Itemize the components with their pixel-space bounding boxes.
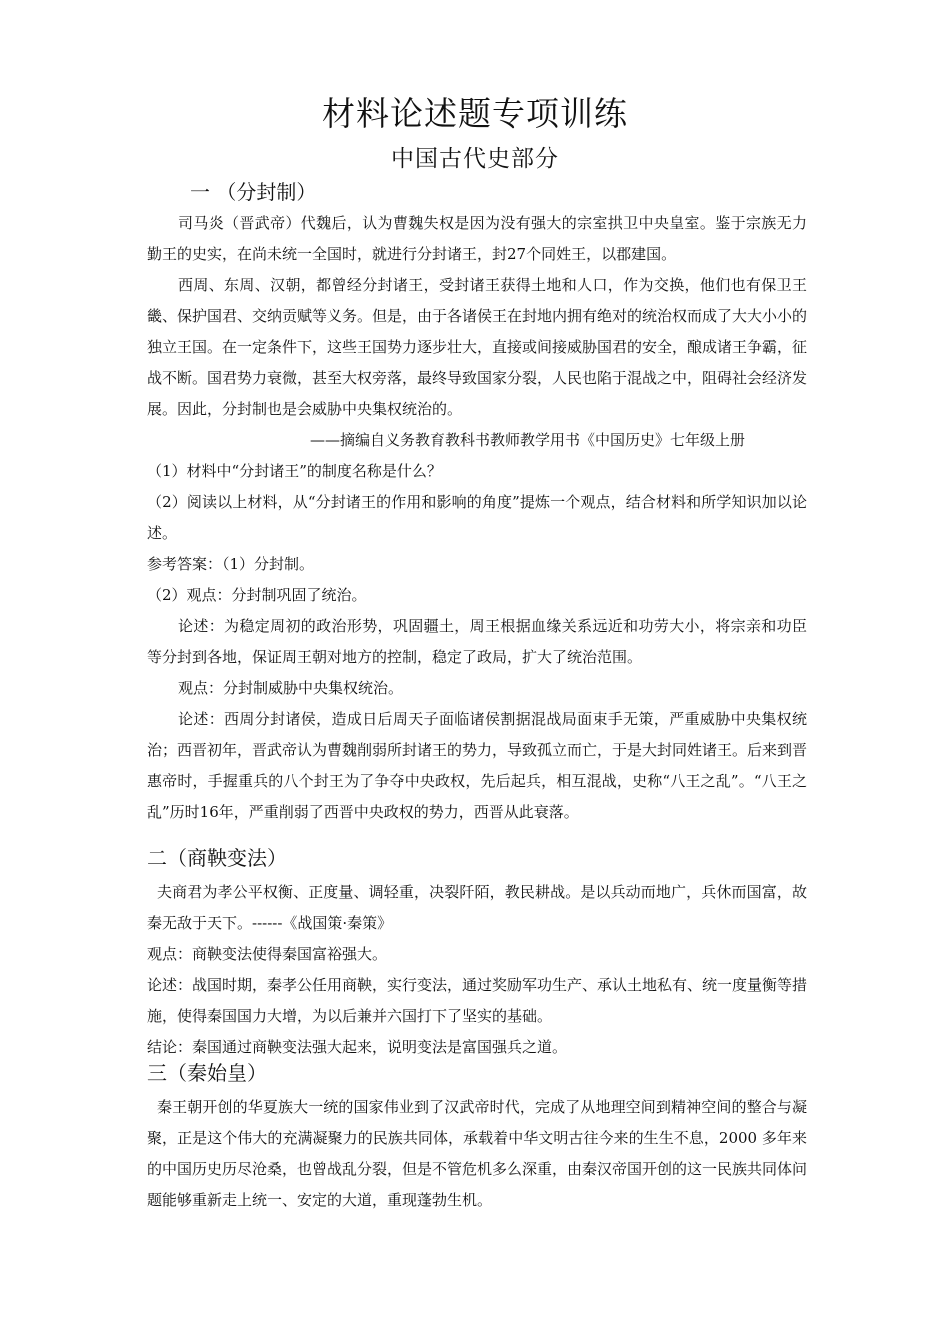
shangyang-material: 夫商君为孝公平权衡、正度量、调轻重，决裂阡陌，教民耕战。是以兵动而地广，兵休而国富，故秦无敌于天下。------《战国策·秦策》 bbox=[147, 883, 807, 932]
section-heading-1: 一 （分封制） bbox=[190, 180, 317, 204]
section-heading-3: 三（秦始皇） bbox=[147, 1061, 267, 1085]
answer-2: （2）观点：分封制巩固了统治。 bbox=[147, 586, 367, 604]
page-title: 材料论述题专项训练 bbox=[322, 94, 628, 133]
question-2: （2）阅读以上材料，从“分封诸王的作用和影响的角度”提炼一个观点，结合材料和所学知识加以论述。 bbox=[147, 493, 807, 542]
shangyang-conclusion: 结论：秦国通过商鞅变法强大起来，说明变法是富国强兵之道。 bbox=[147, 1038, 568, 1056]
question-1: （1）材料中“分封诸王”的制度名称是什么？ bbox=[147, 462, 442, 480]
shangyang-argument: 论述：战国时期，秦孝公任用商鞅，实行变法，通过奖励军功生产、承认土地私有、统一度量衡等措施，使得秦国国力大增，为以后兼并六国打下了坚实的基础。 bbox=[147, 976, 808, 1025]
shangyang-view: 观点：商鞅变法使得秦国富裕强大。 bbox=[147, 945, 388, 963]
material-paragraph-1: 司马炎（晋武帝）代魏后，认为曹魏失权是因为没有强大的宗室拱卫中央皇室。鉴于宗族无力勤王的史实，在尚未统一全国时，就进行分封诸王，封27个同姓王，以郡建国。 bbox=[147, 214, 807, 263]
qinshihuang-material: 秦王朝开创的华夏族大一统的国家伟业到了汉武帝时代，完成了从地理空间到精神空间的整合与凝聚，正是这个伟大的充满凝聚力的民族共同体，承载着中华文明古往今来的生生不息，2000 多年来的中国历史历尽沧桑，也曾战乱分裂，但是不管危机多么深重，由秦汉帝国开创的这一民族共同体问题能够重新走上统一、安定的大道，重现蓬勃生机。 bbox=[147, 1098, 808, 1209]
material-paragraph-2: 西周、东周、汉朝，都曾经分封诸王，受封诸王获得土地和人口，作为交换，他们也有保卫王畿、保护国君、交纳贡赋等义务。但是，由于各诸侯王在封地内拥有绝对的统治权而成了大大小小的独立王国。在一定条件下，这些王国势力逐步壮大，直接或间接威胁国君的安全，酿成诸王争霸，征战不断。国君势力衰微，甚至大权旁落，最终导致国家分裂，人民也陷于混战之中，阻碍社会经济发展。因此，分封制也是会威胁中央集权统治的。 bbox=[147, 276, 808, 418]
argument-2: 论述：西周分封诸侯，造成日后周天子面临诸侯割据混战局面束手无策，严重威胁中央集权统治；西晋初年，晋武帝认为曹魏削弱所封诸王的势力，导致孤立而亡，于是大封同姓诸王。后来到晋惠帝时，手握重兵的八个封王为了争夺中央政权，先后起兵，相互混战，史称“八王之乱”。“八王之乱”历时16年，严重削弱了西晋中央政权的势力，西晋从此衰落。 bbox=[147, 710, 808, 821]
argument-1: 论述：为稳定周初的政治形势，巩固疆土，周王根据血缘关系远近和功劳大小，将宗亲和功臣等分封到各地，保证周王朝对地方的控制，稳定了政局，扩大了统治范围。 bbox=[147, 617, 807, 666]
view-2: 观点：分封制威胁中央集权统治。 bbox=[178, 679, 404, 697]
answer-1: 参考答案：（1）分封制。 bbox=[147, 555, 315, 573]
page-subtitle: 中国古代史部分 bbox=[391, 146, 559, 172]
section-heading-2: 二（商鞅变法） bbox=[147, 846, 287, 870]
material-source: ——摘编自义务教育教科书教师教学用书《中国历史》七年级上册 bbox=[310, 431, 746, 449]
